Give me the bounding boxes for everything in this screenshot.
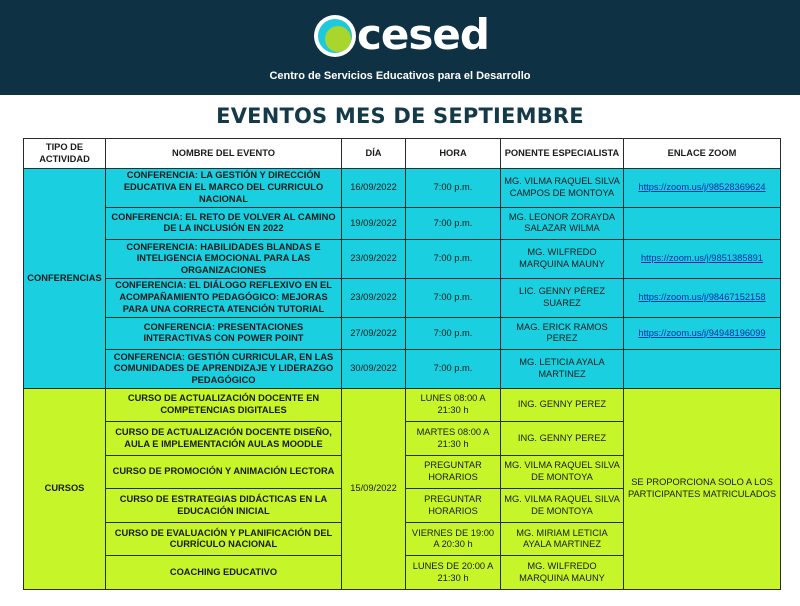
activity-type-cursos: CURSOS bbox=[24, 388, 106, 589]
table-header-row bbox=[24, 139, 781, 169]
event-day: 30/09/2022 bbox=[342, 350, 406, 389]
col-header-name: NOMBRE DEL EVENTO bbox=[106, 139, 342, 169]
event-day: 27/09/2022 bbox=[342, 317, 406, 349]
event-time: 7:00 p.m. bbox=[406, 278, 501, 317]
activity-type-conferencias: CONFERENCIAS bbox=[24, 169, 106, 389]
event-day: 15/09/2022 bbox=[342, 388, 406, 589]
event-name: CURSO DE ACTUALIZACIÓN DOCENTE EN COMPETENCIAS DIGITALES bbox=[106, 388, 342, 422]
zoom-link[interactable]: https://zoom.us/j/9851385891 bbox=[641, 253, 763, 264]
zoom-cell bbox=[624, 240, 781, 279]
header-banner bbox=[0, 0, 800, 95]
col-header-day: DÍA bbox=[342, 139, 406, 169]
event-time: 7:00 p.m. bbox=[406, 207, 501, 239]
ball-logo-icon bbox=[313, 14, 357, 58]
event-name: CONFERENCIA: PRESENTACIONES INTERACTIVAS CON POWER POINT bbox=[106, 317, 342, 349]
event-speaker: ING. GENNY PEREZ bbox=[501, 422, 624, 456]
event-name: CURSO DE PROMOCIÓN Y ANIMACIÓN LECTORA bbox=[106, 455, 342, 489]
event-speaker: MG. VILMA RAQUEL SILVA DE MONTOYA bbox=[501, 455, 624, 489]
table-row bbox=[24, 207, 781, 239]
zoom-cell-empty bbox=[624, 207, 781, 239]
zoom-link[interactable]: https://zoom.us/j/98467152158 bbox=[638, 291, 766, 302]
table-row bbox=[24, 240, 781, 279]
event-name: CONFERENCIA: HABILIDADES BLANDAS E INTELIGENCIA EMOCIONAL PARA LAS ORGANIZACIONES bbox=[106, 240, 342, 279]
zoom-link[interactable]: https://zoom.us/j/94948196099 bbox=[638, 327, 766, 338]
event-time: VIERNES DE 19:00 A 20:30 h bbox=[406, 522, 501, 556]
event-time: MARTES 08:00 A 21:30 h bbox=[406, 422, 501, 456]
zoom-note: SE PROPORCIONA SOLO A LOS PARTICIPANTES MATRICULADOS bbox=[624, 388, 781, 589]
event-speaker: MG. VILMA RAQUEL SILVA CAMPOS DE MONTOYA bbox=[501, 169, 624, 208]
event-name: CONFERENCIA: EL RETO DE VOLVER AL CAMINO DE LA INCLUSIÓN EN 2022 bbox=[106, 207, 342, 239]
table-row bbox=[24, 350, 781, 389]
event-time: PREGUNTAR HORARIOS bbox=[406, 489, 501, 523]
brand-tagline: Centro de Servicios Educativos para el Desarrollo bbox=[269, 70, 531, 82]
col-header-zoom: ENLACE ZOOM bbox=[624, 139, 781, 169]
event-day: 16/09/2022 bbox=[342, 169, 406, 208]
zoom-link[interactable]: https://zoom.us/j/98528369624 bbox=[638, 182, 766, 193]
event-name: CURSO DE ACTUALIZACIÓN DOCENTE DISEÑO, AULA E IMPLEMENTACIÓN AULAS MOODLE bbox=[106, 422, 342, 456]
event-time: 7:00 p.m. bbox=[406, 169, 501, 208]
event-speaker: MG. LETICIA AYALA MARTINEZ bbox=[501, 350, 624, 389]
zoom-cell-empty bbox=[624, 350, 781, 389]
event-name: COACHING EDUCATIVO bbox=[106, 556, 342, 590]
event-time: 7:00 p.m. bbox=[406, 317, 501, 349]
event-time: 7:00 p.m. bbox=[406, 240, 501, 279]
event-time: LUNES 08:00 A 21:30 h bbox=[406, 388, 501, 422]
zoom-cell bbox=[624, 169, 781, 208]
brand-name: cesed bbox=[357, 10, 489, 59]
table-row bbox=[24, 169, 781, 208]
event-day: 23/09/2022 bbox=[342, 240, 406, 279]
event-time: LUNES DE 20:00 A 21:30 h bbox=[406, 556, 501, 590]
table-row bbox=[24, 278, 781, 317]
col-header-type: TIPO DE ACTIVIDAD bbox=[24, 139, 106, 169]
zoom-cell bbox=[624, 317, 781, 349]
event-name: CURSO DE ESTRATEGIAS DIDÁCTICAS EN LA EDUCACIÓN INICIAL bbox=[106, 489, 342, 523]
event-name: CURSO DE EVALUACIÓN Y PLANIFICACIÓN DEL CURRÍCULO NACIONAL bbox=[106, 522, 342, 556]
page-title: EVENTOS MES DE SEPTIEMBRE bbox=[216, 104, 584, 128]
event-speaker: MG. LEONOR ZORAYDA SALAZAR WILMA bbox=[501, 207, 624, 239]
event-speaker: MAG. ERICK RAMOS PEREZ bbox=[501, 317, 624, 349]
event-name: CONFERENCIA: LA GESTIÓN Y DIRECCIÓN EDUCATIVA EN EL MARCO DEL CURRICULO NACIONAL bbox=[106, 169, 342, 208]
col-header-time: HORA bbox=[406, 139, 501, 169]
event-day: 19/09/2022 bbox=[342, 207, 406, 239]
col-header-speaker: PONENTE ESPECIALISTA bbox=[501, 139, 624, 169]
event-speaker: MG. MIRIAM LETICIA AYALA MARTINEZ bbox=[501, 522, 624, 556]
zoom-cell bbox=[624, 278, 781, 317]
event-speaker: ING. GENNY PEREZ bbox=[501, 388, 624, 422]
event-name: CONFERENCIA: EL DIÁLOGO REFLEXIVO EN EL ACOMPAÑAMIENTO PEDAGÓGICO: MEJORAS PARA UNA CORRECTA ATENCIÓN TUTORIAL bbox=[106, 278, 342, 317]
table-row bbox=[24, 317, 781, 349]
event-name: CONFERENCIA: GESTIÓN CURRICULAR, EN LAS COMUNIDADES DE APRENDIZAJE Y LIDERAZGO PEDAGÓGICO bbox=[106, 350, 342, 389]
event-speaker: MG. VILMA RAQUEL SILVA DE MONTOYA bbox=[501, 489, 624, 523]
event-time: PREGUNTAR HORARIOS bbox=[406, 455, 501, 489]
event-day: 23/09/2022 bbox=[342, 278, 406, 317]
events-table bbox=[23, 138, 781, 590]
event-speaker: MG. WILFREDO MARQUINA MAUNY bbox=[501, 556, 624, 590]
event-speaker: LIC. GENNY PÉREZ SUAREZ bbox=[501, 278, 624, 317]
event-time: 7:00 p.m. bbox=[406, 350, 501, 389]
table-row bbox=[24, 388, 781, 422]
event-speaker: MG. WILFREDO MARQUINA MAUNY bbox=[501, 240, 624, 279]
